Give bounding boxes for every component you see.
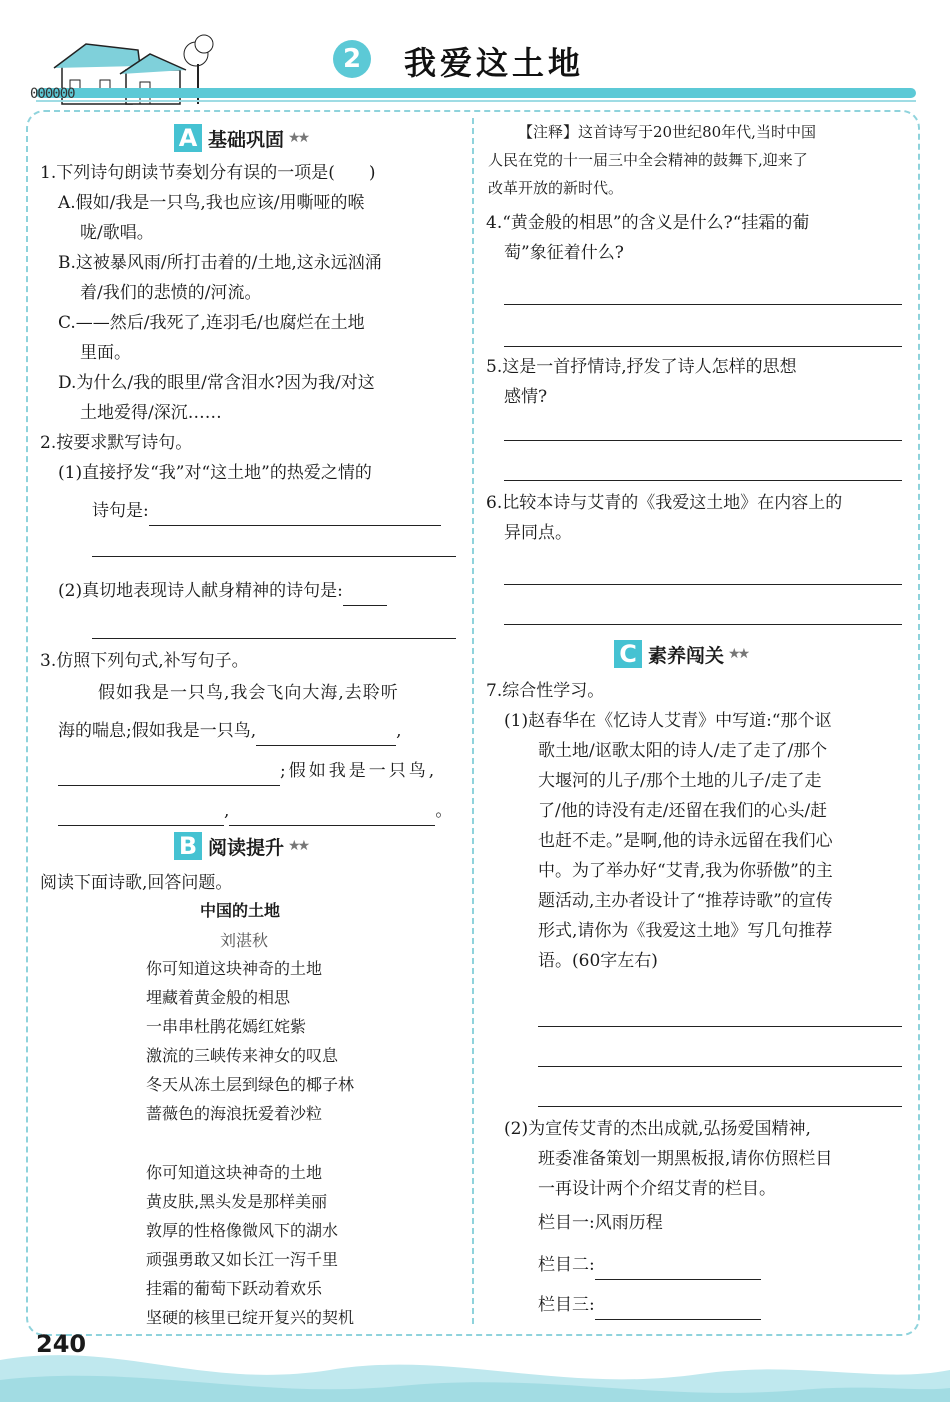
section-a-letter: A [174, 124, 202, 152]
q7-part1-line: 大堰河的儿子/那个土地的儿子/走了走 [538, 771, 822, 791]
poem-line: 黄皮肤,黑头发是那样美丽 [146, 1192, 328, 1211]
q7-part2-line1: (2)为宣传艾青的杰出成就,弘扬爱国精神, [504, 1119, 811, 1139]
q6-line1: 6.比较本诗与艾青的《我爱这土地》在内容上的 [486, 493, 843, 513]
q7-stem: 7.综合性学习。 [486, 681, 605, 701]
header-bar [36, 88, 916, 98]
q1-option-d-line1: D.为什么/我的眼里/常含泪水?因为我/对这 [58, 373, 375, 393]
q5-line2: 感情? [504, 387, 548, 407]
section-a-header [174, 124, 307, 152]
answer-line[interactable] [504, 304, 902, 305]
stars-icon: ★★ [728, 646, 748, 662]
q7-part1-line: 也赶不走。”是啊,他的诗永远留在我们心 [538, 831, 833, 851]
lesson-number-badge: 2 [333, 40, 371, 78]
answer-line[interactable] [504, 346, 902, 347]
page-number: 240 [36, 1330, 87, 1358]
q3-line4 [58, 796, 452, 826]
section-c-title: 素养闯关 [648, 644, 725, 667]
q7-part1-body [538, 736, 833, 976]
column-three-label: 栏目三: [538, 1295, 595, 1315]
wave-decoration [0, 1330, 950, 1402]
poem-line: 敦厚的性格像微风下的湖水 [146, 1221, 339, 1240]
note-line: 人民在党的十一届三中全会精神的鼓舞下,迎来了 [488, 151, 808, 169]
page-title: 我爱这土地 [404, 44, 585, 82]
q6-line2: 异同点。 [504, 523, 572, 543]
answer-blank[interactable] [58, 765, 280, 786]
q3-line3 [58, 756, 437, 786]
q7-part2-line: 班委准备策划一期黑板报,请你仿照栏目 [538, 1149, 833, 1169]
q2-part1-label: 诗句是: [92, 501, 149, 521]
q3-comma: , [396, 721, 402, 741]
poem-line: 顽强勇敢又如长江一泻千里 [146, 1250, 339, 1269]
q2-part2 [58, 576, 387, 606]
poem-line: 激流的三峡传来神女的叹息 [146, 1046, 339, 1065]
poem-line: 坚硬的核里已绽开复兴的契机 [146, 1308, 355, 1327]
column-one: 栏目一:风雨历程 [538, 1213, 663, 1233]
poem-note [518, 118, 816, 146]
answer-line[interactable] [538, 1026, 902, 1027]
answer-line[interactable] [504, 480, 902, 481]
poem-line: 一串串杜鹃花嫣红姹紫 [146, 1017, 307, 1036]
reading-intro: 阅读下面诗歌,回答问题。 [40, 873, 233, 893]
stars-icon: ★★ [288, 130, 308, 146]
answer-line[interactable] [92, 556, 456, 557]
header-dots: 000000 [30, 86, 75, 102]
q7-part2-line: 一再设计两个介绍艾青的栏目。 [538, 1179, 776, 1199]
q7-part1-line: 了/他的诗没有走/还留在我们的心头/赶 [538, 801, 828, 821]
q3-line3-text: ;假如我是一只鸟, [280, 761, 438, 781]
q1-option-a-line2: 咙/歌唱。 [80, 223, 154, 243]
poem-line: 冬天从冻土层到绿色的椰子林 [146, 1075, 355, 1094]
poem-line: 挂霜的葡萄下跃动着欢乐 [146, 1279, 323, 1298]
note-line: 改革开放的新时代。 [488, 179, 624, 197]
poem-title: 中国的土地 [200, 901, 281, 920]
q2-part1-line1: (1)直接抒发“我”对“这土地”的热爱之情的 [58, 463, 372, 483]
q7-part1-line: 语。(60字左右) [538, 951, 658, 971]
q3-stem: 3.仿照下列句式,补写句子。 [40, 651, 249, 671]
answer-line[interactable] [538, 1066, 902, 1067]
q7-part1-line1: (1)赵春华在《忆诗人艾青》中写道:“那个讴 [504, 711, 832, 731]
q1-option-b-line2: 着/我们的悲愤的/河流。 [80, 283, 262, 303]
q4-line2: 萄”象征着什么? [504, 243, 624, 263]
section-a-title: 基础巩固 [208, 128, 285, 151]
section-b-title: 阅读提升 [208, 836, 285, 859]
section-b-letter: B [174, 832, 202, 860]
q1-option-c-line2: 里面。 [80, 343, 131, 363]
q7-part1-line: 歌土地/讴歌太阳的诗人/走了走了/那个 [538, 741, 828, 761]
section-c-header [614, 640, 747, 668]
q3-period: 。 [435, 801, 453, 821]
column-two [538, 1250, 761, 1280]
q3-example: 假如我是一只鸟,我会飞向大海,去聆听 [98, 683, 399, 703]
q7-part1-line: 中。为了举办好“艾青,我为你骄傲”的主 [538, 861, 833, 881]
q4-line1: 4.“黄金般的相思”的含义是什么?“挂霜的葡 [486, 213, 810, 233]
q2-part1-line2 [92, 496, 441, 526]
answer-line[interactable] [504, 584, 902, 585]
q3-line2 [58, 716, 402, 746]
q1-option-c-line1: C.——然后/我死了,连羽毛/也腐烂在土地 [58, 313, 365, 333]
poem-line: 蔷薇色的海浪抚爱着沙粒 [146, 1104, 323, 1123]
column-two-label: 栏目二: [538, 1255, 595, 1275]
q1-option-b-line1: B.这被暴风雨/所打击着的/土地,这永远汹涌 [58, 253, 382, 273]
header-bar-underline [36, 100, 916, 102]
q1-option-a-line1: A.假如/我是一只鸟,我也应该/用嘶哑的喉 [58, 193, 365, 213]
q3-line2-text: 海的喘息;假如我是一只鸟, [58, 721, 257, 741]
q7-part2-body [538, 1144, 832, 1204]
poem-line: 你可知道这块神奇的土地 [146, 959, 323, 978]
answer-blank[interactable] [58, 805, 224, 826]
stars-icon: ★★ [288, 838, 308, 854]
answer-line[interactable] [504, 440, 902, 441]
q3-comma2: , [224, 801, 230, 821]
q1-stem: 1.下列诗句朗读节奏划分有误的一项是( ) [40, 163, 376, 183]
answer-line[interactable] [538, 1106, 902, 1107]
q7-part1-line: 题活动,主办者设计了“推荐诗歌”的宣传 [538, 891, 833, 911]
q2-part2-label: (2)真切地表现诗人献身精神的诗句是: [58, 581, 343, 601]
note-line: 【注释】这首诗写于20世纪80年代,当时中国 [518, 123, 816, 141]
poem-stanza-1 [146, 954, 354, 1128]
column-three [538, 1290, 761, 1320]
q1-option-d-line2: 土地爱得/深沉…… [80, 403, 222, 423]
answer-line[interactable] [504, 624, 902, 625]
q5-line1: 5.这是一首抒情诗,抒发了诗人怎样的思想 [486, 357, 797, 377]
answer-line[interactable] [92, 638, 456, 639]
q7-part1-line: 形式,请你为《我爱这土地》写几句推荐 [538, 921, 833, 941]
poem-stanza-2 [146, 1158, 354, 1332]
q2-stem: 2.按要求默写诗句。 [40, 433, 193, 453]
answer-blank[interactable] [343, 585, 387, 606]
column-divider [472, 118, 474, 1324]
answer-blank[interactable] [229, 805, 435, 826]
section-c-letter: C [614, 640, 642, 668]
answer-blank[interactable] [595, 1299, 761, 1320]
answer-blank[interactable] [149, 505, 441, 526]
poem-author: 刘湛秋 [220, 931, 269, 950]
poem-note-cont [488, 146, 808, 202]
answer-blank[interactable] [256, 725, 396, 746]
answer-blank[interactable] [595, 1259, 761, 1280]
poem-line: 埋藏着黄金般的相思 [146, 988, 291, 1007]
poem-line: 你可知道这块神奇的土地 [146, 1163, 323, 1182]
section-b-header [174, 832, 307, 860]
